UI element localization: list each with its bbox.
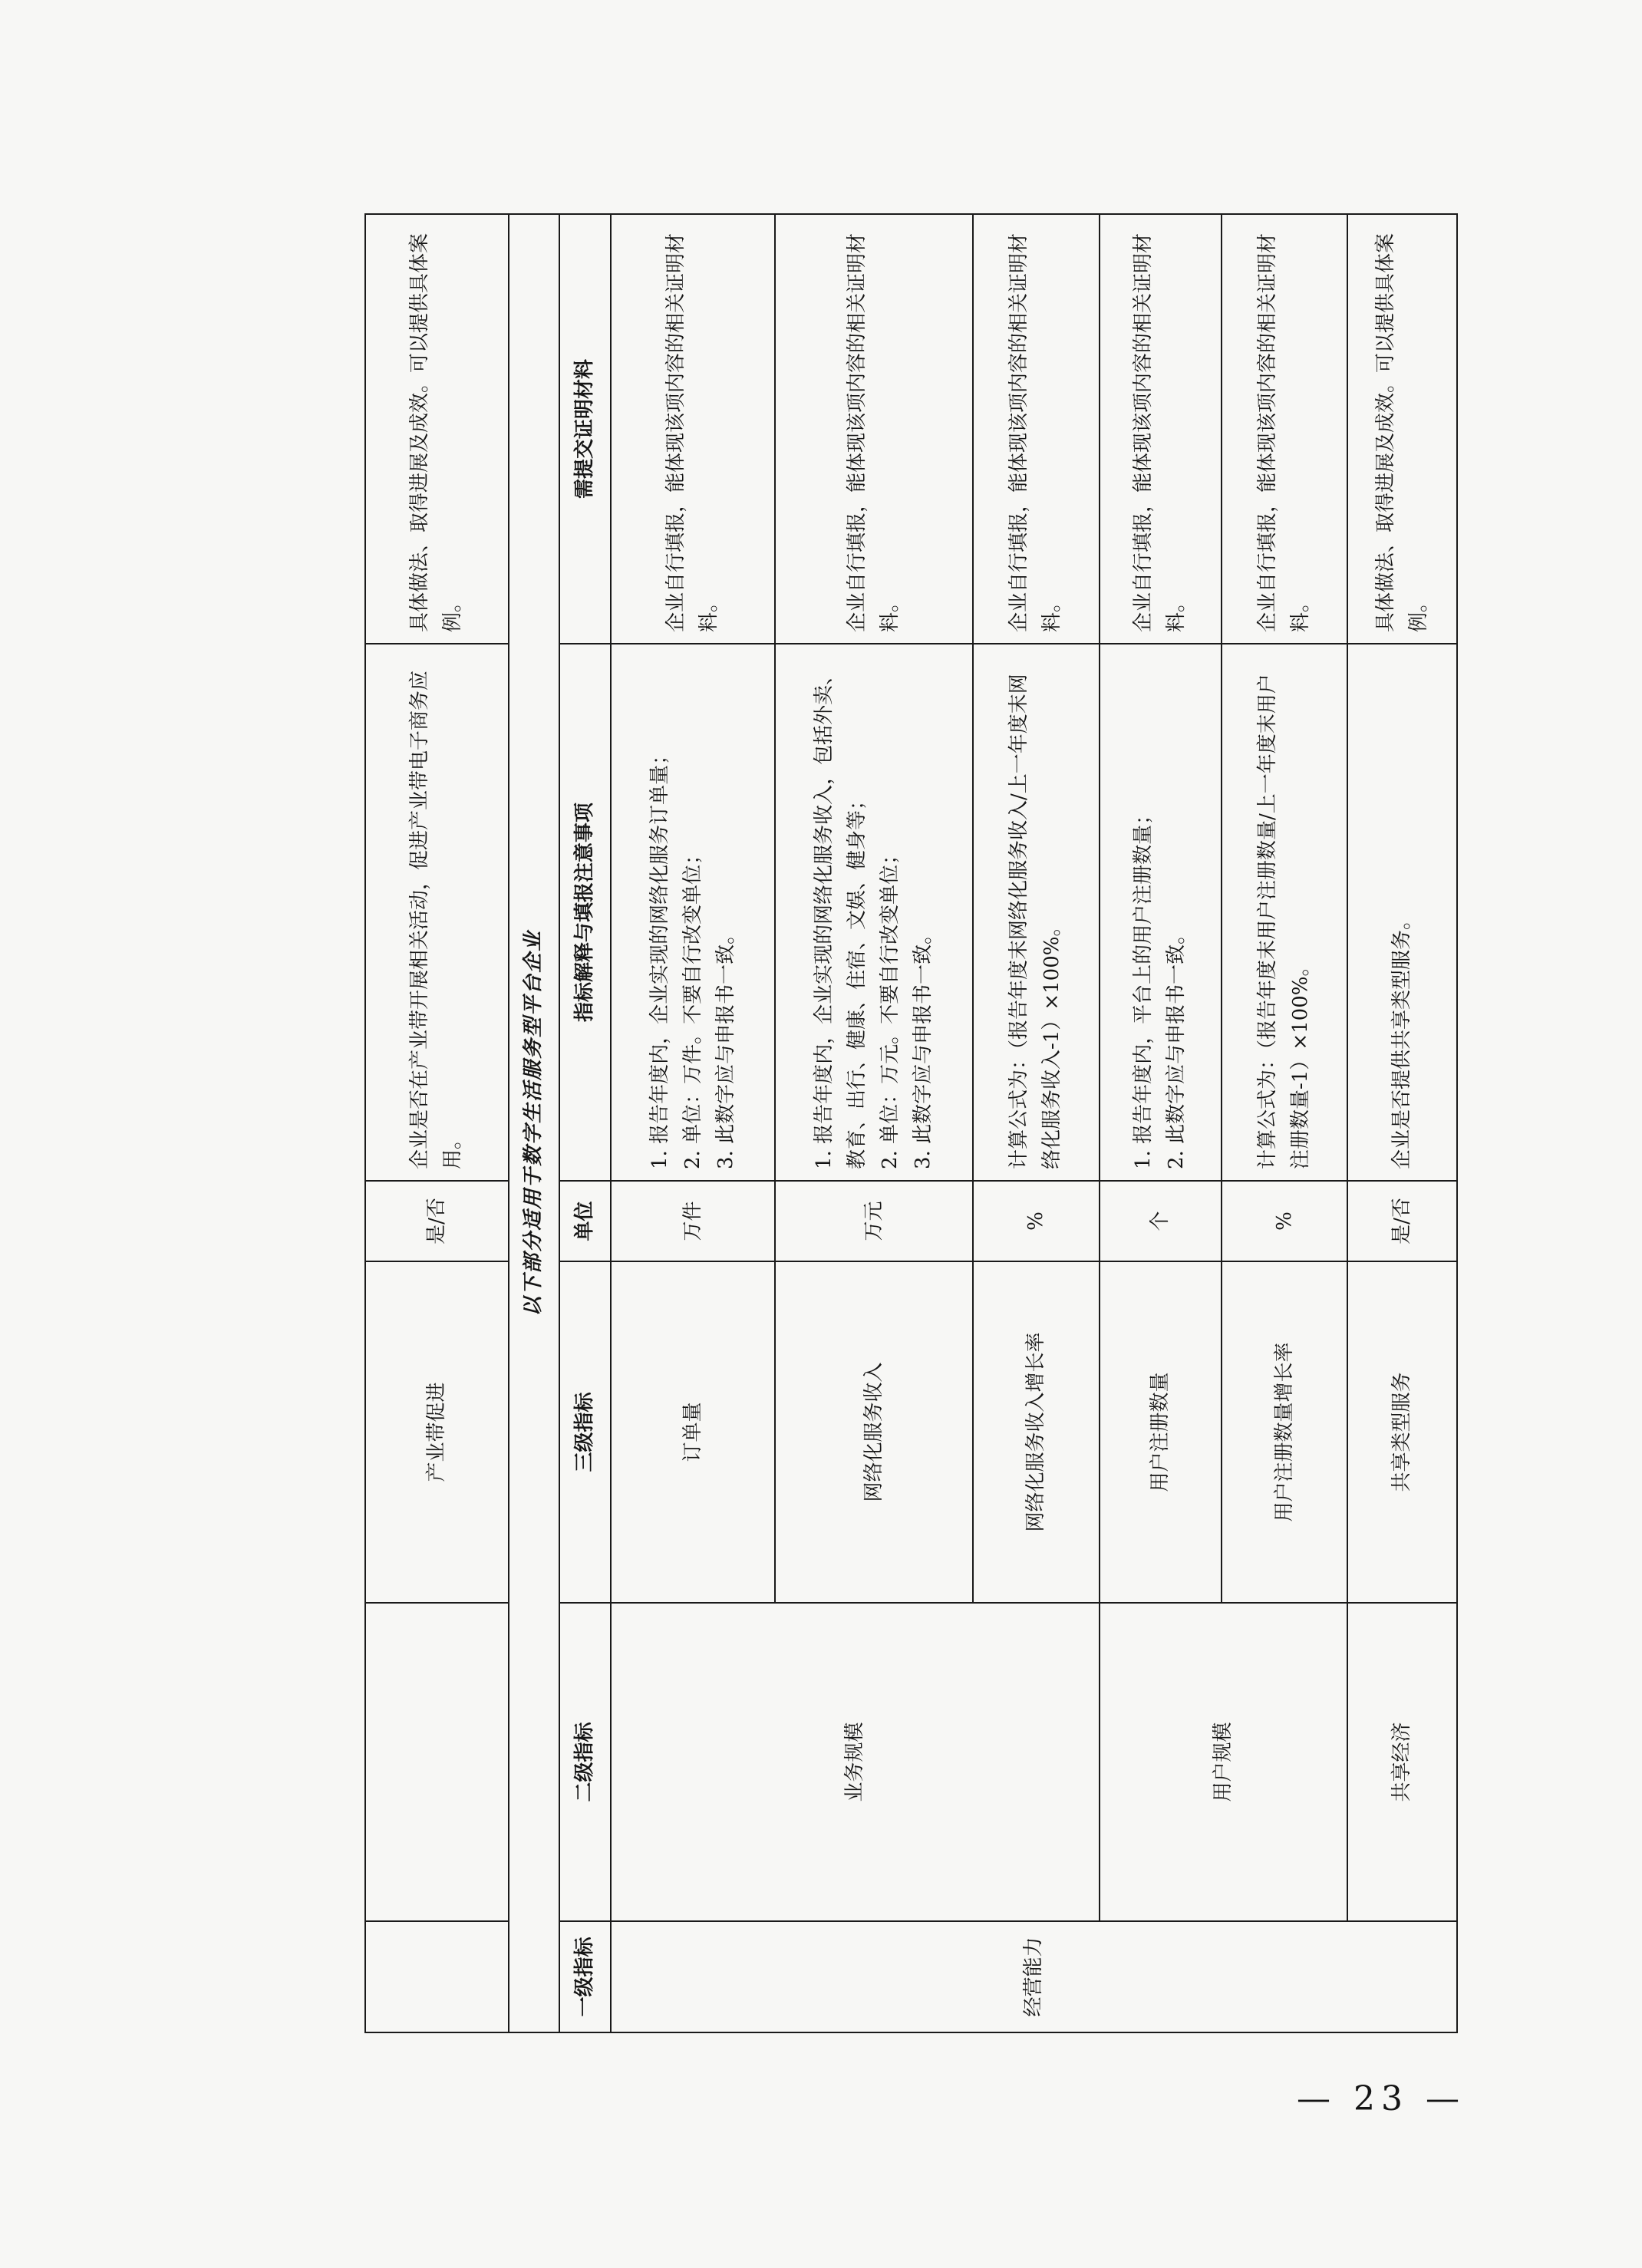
header-material: 需提交证明材料 [559, 214, 611, 644]
page-number: — 23 — [1297, 2079, 1466, 2118]
tertiary-cell: 共享类型服务 [1347, 1261, 1457, 1603]
note-line: 2. 单位：万件。不要自行改变单位； [681, 844, 704, 1169]
note-cell [775, 644, 973, 1181]
note-cell [1347, 644, 1457, 1181]
top-row-material: 具体做法、取得进展及成效。可以提供具体案例。 [365, 214, 509, 644]
unit-cell: % [973, 1181, 1100, 1261]
material-cell: 企业自行填报，能体现该项内容的相关证明材料。 [1100, 214, 1222, 644]
header-level3: 三级指标 [559, 1261, 611, 1603]
note-line: 计算公式为：（报告年度末用户注册数量/上一年度末用户注册数量-1）×100%。 [1256, 674, 1312, 1169]
material-cell: 企业自行填报，能体现该项内容的相关证明材料。 [1222, 214, 1348, 644]
material-cell: 企业自行填报，能体现该项内容的相关证明材料。 [973, 214, 1100, 644]
note-line: 3. 此数字应与申报书一致。 [911, 924, 935, 1169]
tertiary-cell: 用户注册数量增长率 [1222, 1261, 1348, 1603]
note-line: 1. 报告年度内，企业实现的网络化服务收入，包括外卖、教育、出行、健康、住宿、文娱、健身等； [813, 664, 869, 1169]
unit-cell: 万件 [611, 1181, 775, 1261]
indicator-table [364, 213, 1458, 2033]
material-cell: 具体做法、取得进展及成效。可以提供具体案例。 [1347, 214, 1457, 644]
top-row-unit: 是/否 [365, 1181, 509, 1261]
unit-cell: 个 [1100, 1181, 1222, 1261]
tertiary-cell: 网络化服务收入 [775, 1261, 973, 1603]
tertiary-cell: 订单量 [611, 1261, 775, 1603]
note-cell [1100, 644, 1222, 1181]
note-line: 企业是否提供共享类型服务。 [1390, 909, 1414, 1169]
rotated-table-container [364, 215, 1458, 2033]
level1-cell: 经营能力 [611, 1921, 1457, 2032]
header-row [559, 214, 611, 2032]
top-row-tertiary: 产业带促进 [365, 1261, 509, 1603]
group-business-scale: 业务规模 [611, 1603, 1099, 1921]
group-user-scale: 用户规模 [1100, 1603, 1348, 1921]
tertiary-cell: 网络化服务收入增长率 [973, 1261, 1100, 1603]
note-line: 2. 单位：万元。不要自行改变单位； [879, 844, 902, 1169]
header-level1: 一级指标 [559, 1921, 611, 2032]
table-row [1100, 214, 1222, 2032]
top-row-level1 [365, 1921, 509, 2032]
tertiary-cell: 用户注册数量 [1100, 1261, 1222, 1603]
note-cell [611, 644, 775, 1181]
material-cell: 企业自行填报，能体现该项内容的相关证明材料。 [611, 214, 775, 644]
section-title: 以下部分适用于数字生活服务型平台企业 [509, 214, 560, 2032]
note-line: 1. 报告年度内，平台上的用户注册数量； [1132, 804, 1156, 1169]
section-row [509, 214, 560, 2032]
note-line: 计算公式为：（报告年度末网络化服务收入/上一年度末网络化服务收入-1）×100%。 [1007, 674, 1064, 1169]
note-cell [973, 644, 1100, 1181]
material-cell: 企业自行填报，能体现该项内容的相关证明材料。 [775, 214, 973, 644]
note-line: 3. 此数字应与申报书一致。 [714, 924, 737, 1169]
table-row [611, 214, 775, 2032]
note-cell [1222, 644, 1348, 1181]
group-sharing-economy: 共享经济 [1347, 1603, 1457, 1921]
note-line: 1. 报告年度内，企业实现的网络化服务订单量； [648, 744, 671, 1169]
top-row-note: 企业是否在产业带开展相关活动，促进产业带电子商务应用。 [365, 644, 509, 1181]
note-line: 2. 此数字应与申报书一致。 [1165, 924, 1189, 1169]
unit-cell: 万元 [775, 1181, 973, 1261]
unit-cell: % [1222, 1181, 1348, 1261]
header-unit: 单位 [559, 1181, 611, 1261]
table-row [1347, 214, 1457, 2032]
top-row-level2 [365, 1603, 509, 1921]
top-row [365, 214, 509, 2032]
header-level2: 二级指标 [559, 1603, 611, 1921]
unit-cell: 是/否 [1347, 1181, 1457, 1261]
header-note: 指标解释与填报注意事项 [559, 644, 611, 1181]
